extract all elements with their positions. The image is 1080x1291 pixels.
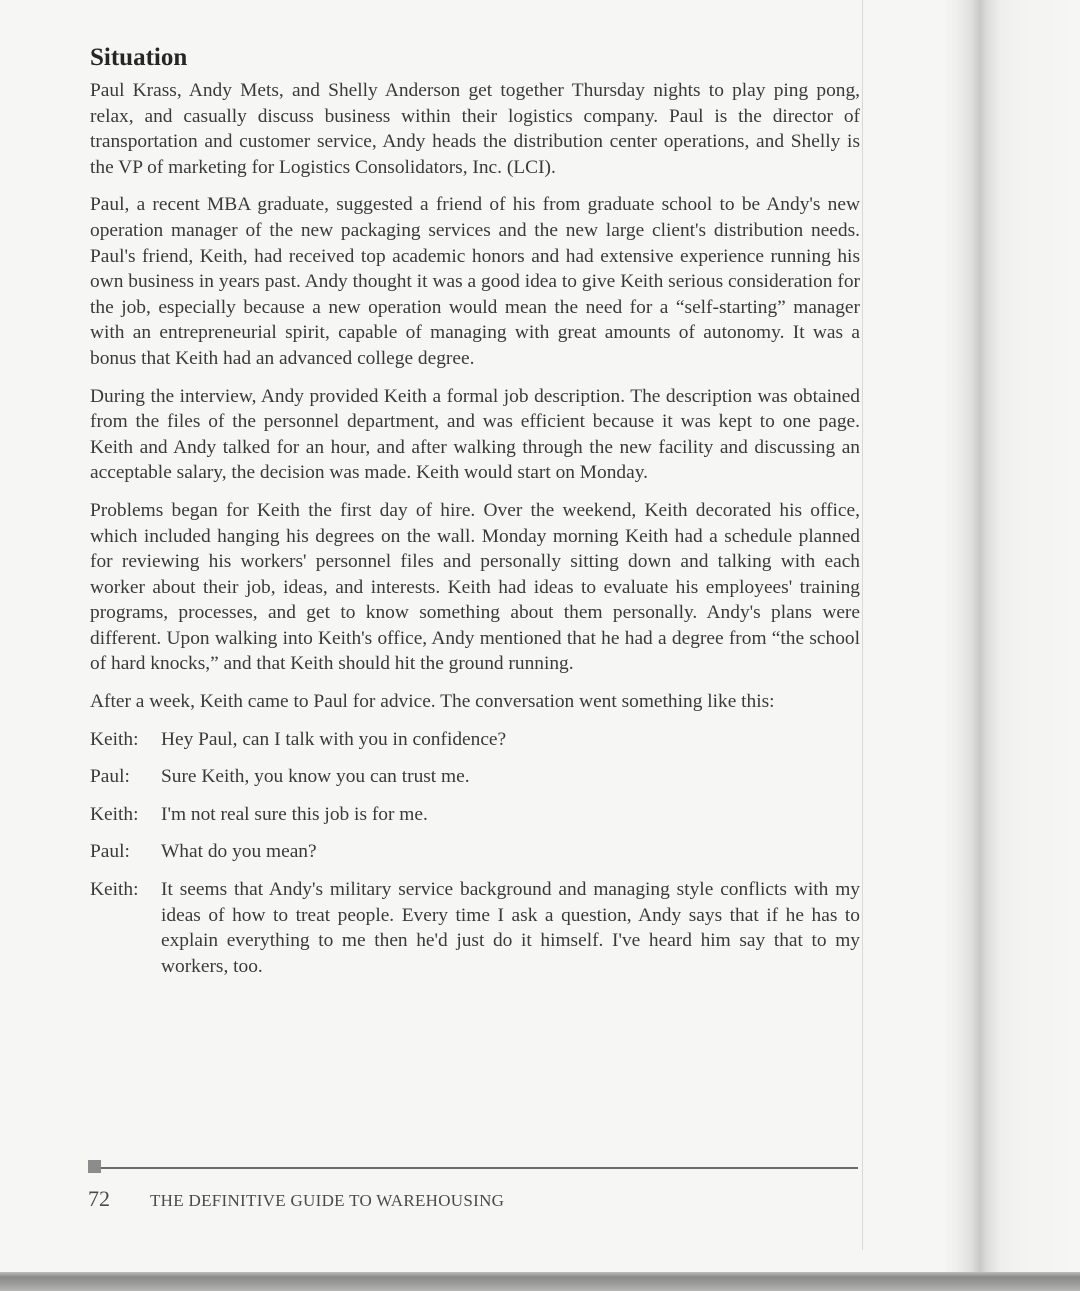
dialogue-speaker: Keith: bbox=[90, 728, 139, 750]
paragraph-interview: During the interview, Andy provided Keith a formal job description. The description was obtained from the files of the personnel department, and was efficient because it was kept to one page. Keith and Andy talked for an hour, and after walking through the new facility and discussing an acceptable salary, the decision was made. Keith would start on Monday. bbox=[90, 385, 860, 484]
page-footer bbox=[88, 1186, 504, 1212]
dialogue-line bbox=[90, 727, 860, 753]
dialogue-speaker: Keith: bbox=[90, 879, 139, 901]
paragraph-intro: Paul Krass, Andy Mets, and Shelly Anderson get together Thursday nights to play ping pong, relax, and casually discuss business within their logistics company. Paul is the director of transportation and customer service, Andy heads the distribution center operations, and Shelly is the VP of marketing for Logistics Consolidators, Inc. (LCI). bbox=[90, 80, 860, 178]
dialogue-speaker: Paul: bbox=[90, 841, 130, 863]
page-edge bbox=[862, 0, 863, 1250]
dialogue-line bbox=[90, 877, 860, 979]
section-heading: Situation bbox=[90, 44, 188, 71]
dialogue-text: Hey Paul, can I talk with you in confidence? bbox=[161, 728, 507, 750]
dialogue-text: I'm not real sure this job is for me. bbox=[161, 803, 428, 825]
footer-rule bbox=[88, 1160, 858, 1174]
scanner-bottom-band bbox=[0, 1272, 1080, 1291]
dialogue-speaker: Keith: bbox=[90, 803, 139, 825]
footer-divider bbox=[101, 1167, 858, 1169]
dialogue-text: Sure Keith, you know you can trust me. bbox=[161, 766, 470, 788]
dialogue-text: What do you mean? bbox=[161, 841, 317, 863]
dialogue-line bbox=[90, 839, 860, 865]
scanner-gutter-shadow bbox=[945, 0, 1080, 1291]
dialogue-speaker: Paul: bbox=[90, 766, 130, 788]
paragraph-problems: Problems began for Keith the first day of hire. Over the weekend, Keith decorated his office, which included hanging his degrees on the wall. Monday morning Keith had a schedule planned for reviewing his workers' personnel files and personally sitting down and talking with each worker about their job, ideas, and interests. Keith had ideas to evaluate his employees' training programs, processes, and get to know something about them personally. Andy's plans were different. Upon walking into Keith's office, Andy mentioned that he had a degree from “the school of hard knocks,” and that Keith should hit the ground running. bbox=[90, 499, 860, 675]
dialogue-text: It seems that Andy's military service background and managing style conflicts with my ideas of how to treat people. Every time I ask a question, Andy says that if he has to explain everything to me then he'd just do it himself. I've heard him say that to my workers, too. bbox=[161, 879, 860, 977]
page-number: 72 bbox=[88, 1186, 110, 1211]
footer-square-marker bbox=[88, 1160, 101, 1173]
dialogue-line bbox=[90, 764, 860, 790]
paragraph-recommendation: Paul, a recent MBA graduate, suggested a friend of his from graduate school to be Andy's new operation manager of the new packaging services and the new large client's distribution needs. Paul's friend, Keith, had received top academic honors and had extensive experience running his own business in years past. Andy thought it was a good idea to give Keith serious consideration for the job, especially because a new operation would mean the need for a “self-starting” manager with an entrepreneurial spirit, capable of managing with great amounts of autonomy. It was a bonus that Keith had an advanced college degree. bbox=[90, 194, 860, 369]
paragraph-advice: After a week, Keith came to Paul for advice. The conversation went something like this: bbox=[90, 691, 775, 713]
running-title: THE DEFINITIVE GUIDE TO WAREHOUSING bbox=[150, 1191, 505, 1210]
page-body bbox=[90, 44, 860, 991]
dialogue bbox=[90, 727, 860, 980]
dialogue-line bbox=[90, 802, 860, 828]
